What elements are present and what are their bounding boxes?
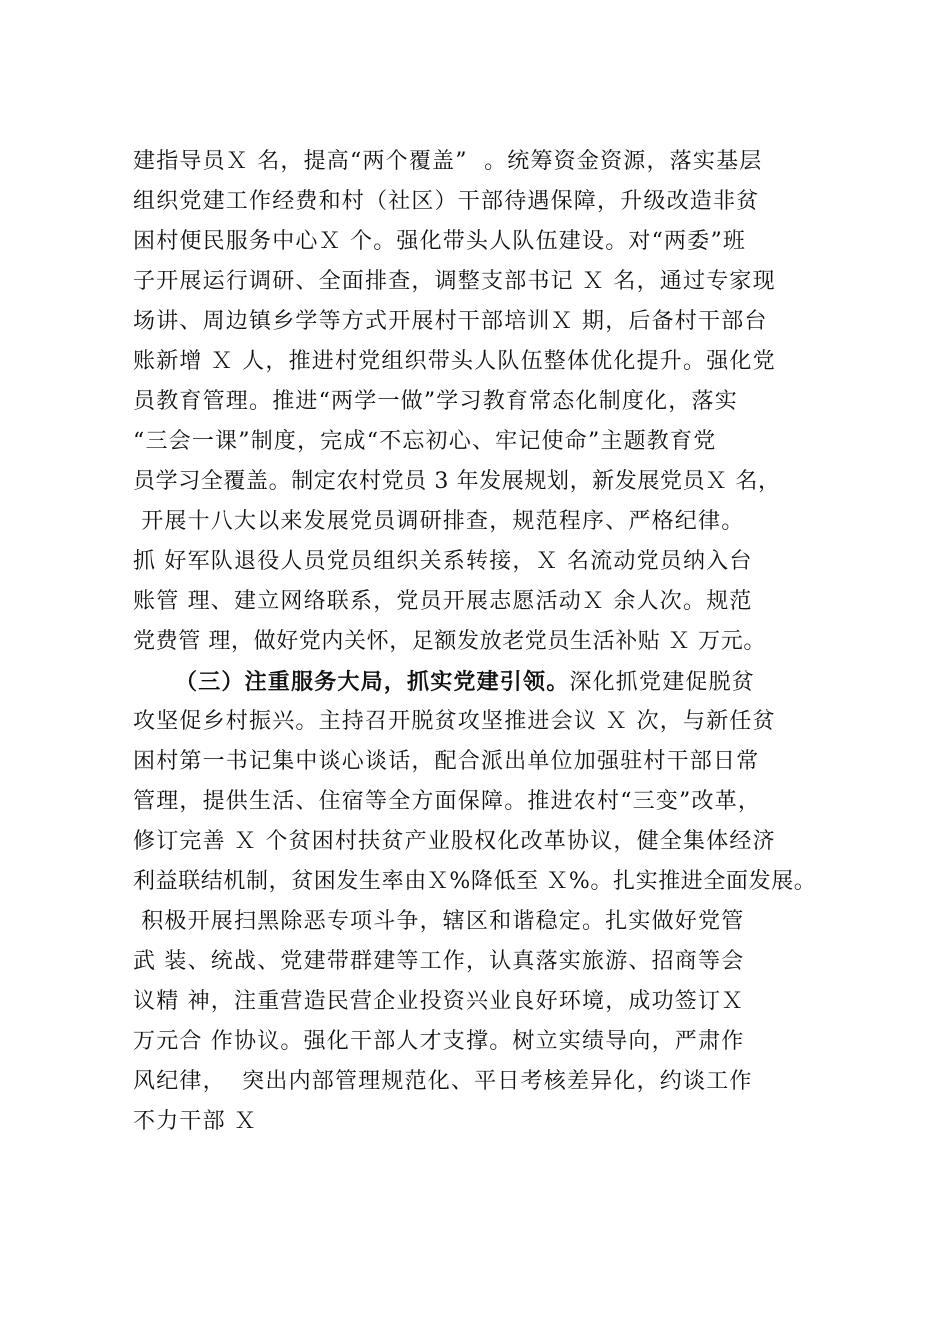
paragraph-line: 管理，提供生活、住宿等全方面保障。推进农村“三变”改革， xyxy=(133,789,762,814)
paragraph-line: “三会一课”制度，完成“不忘初心、牢记使命”主题教育党 xyxy=(133,429,717,454)
paragraph-line: 员学习全覆盖。制定农村党员 3 年发展规划，新发展党员Ｘ 名， xyxy=(133,469,781,494)
paragraph-line: 困村便民服务中心Ｘ 个。强化带头人队伍建设。对“两委”班 xyxy=(133,229,747,254)
paragraph-line: 修订完善 Ｘ 个贫困村扶贫产业股权化改革协议，健全集体经济 xyxy=(133,829,776,854)
paragraph-line: 抓 好军队退役人员党员组织关系转接，Ｘ 名流动党员纳入台 xyxy=(133,549,753,574)
paragraph-line: 议精 神，注重营造民营企业投资兴业良好环境，成功签订Ｘ xyxy=(133,989,745,1014)
paragraph-line: 子开展运行调研、全面排查，调整支部书记 Ｘ 名，通过专家现 xyxy=(133,269,776,294)
paragraph-line: 风纪律， 突出内部管理规范化、平日考核差异化，约谈工作 xyxy=(133,1069,753,1094)
paragraph-line: 利益联结机制，贫困发生率由Ｘ%降低至 Ｘ%。扎实推进全面发展。 xyxy=(133,869,817,894)
paragraph-line: 组织党建工作经费和村（社区）干部待遇保障，升级改造非贫 xyxy=(133,189,760,214)
paragraph-line: 账新增 Ｘ 人，推进村党组织带头人队伍整体优化提升。强化党 xyxy=(133,349,776,374)
paragraph-line: 积极开展扫黑除恶专项斗争，辖区和谐稳定。扎实做好党管 xyxy=(133,909,745,934)
body-text xyxy=(133,142,833,1142)
paragraph-line: 武 装、统战、党建带群建等工作，认真落实旅游、招商等会 xyxy=(133,949,745,974)
paragraph-line: 账管 理、建立网络联系，党员开展志愿活动Ｘ 余人次。规范 xyxy=(133,589,753,614)
paragraph-line: 不力干部 Ｘ xyxy=(133,1109,258,1134)
paragraph-line: 困村第一书记集中谈心谈话，配合派出单位加强驻村干部日常 xyxy=(133,749,760,774)
section-first-line-text: 深化抓党建促脱贫 xyxy=(569,670,756,695)
section-first-line xyxy=(133,662,833,702)
paragraph-line: 万元合 作协议。强化干部人才支撑。树立实绩导向，严肃作 xyxy=(133,1029,745,1054)
paragraph-line: 攻坚促乡村振兴。主持召开脱贫攻坚推进会议 Ｘ 次，与新任贫 xyxy=(133,709,776,734)
paragraph-line: 开展十八大以来发展党员调研排查，规范程序、严格纪律。 xyxy=(133,509,745,534)
paragraph-line: 党费管 理，做好党内关怀，足额发放老党员生活补贴 Ｘ 万元。 xyxy=(133,629,766,654)
paragraph-line: 建指导员Ｘ 名，提高“两个覆盖” 。统筹资金资源，落实基层 xyxy=(133,149,763,174)
paragraph-line: 员教育管理。推进“两学一做”学习教育常态化制度化，落实 xyxy=(133,389,738,414)
section-heading: （三）注重服务大局，抓实党建引领。 xyxy=(175,669,570,695)
paragraph-line: 场讲、周边镇乡学等方式开展村干部培训Ｘ 期，后备村干部台 xyxy=(133,309,768,334)
